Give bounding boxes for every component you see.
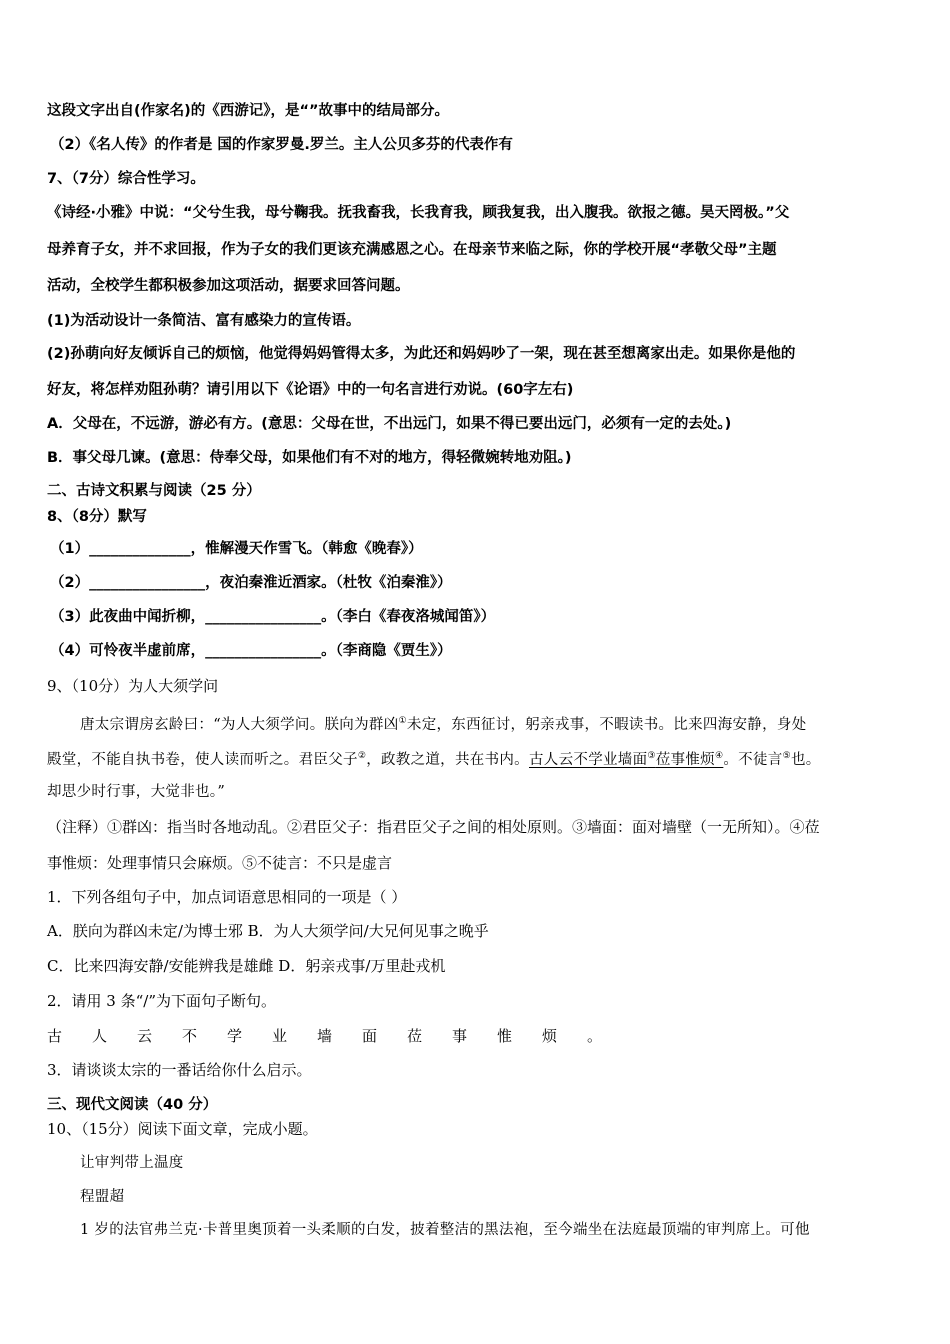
fill-blank-line: （1）______________，惟解漫天作雪飞。（韩愈《晚春》） xyxy=(50,541,423,557)
classical-text-line: 却思少时行事，大觉非也。” xyxy=(47,784,226,800)
question-heading: 8、（8分）默写 xyxy=(47,509,147,525)
text-line: （2）《名人传》的作者是 国的作家罗曼.罗兰。主人公贝多芬的代表作有 xyxy=(50,137,513,153)
section-heading: 二、古诗文积累与阅读（25 分） xyxy=(47,483,261,499)
article-text-line: 1 岁的法官弗兰克·卡普里奥顶着一头柔顺的白发，披着整洁的黑法袍，至今端坐在法庭最顶端的审判席上。可他 xyxy=(80,1222,810,1238)
text-line: (1)为活动设计一条简洁、富有感染力的宣传语。 xyxy=(47,313,361,329)
article-title: 让审判带上温度 xyxy=(80,1155,184,1171)
question-heading: 7、（7分）综合性学习。 xyxy=(47,171,205,187)
question-line: 2．请用 3 条“/”为下面句子断句。 xyxy=(47,992,277,1010)
text-line: 母养育子女，并不求回报，作为子女的我们更该充满感恩之心。在母亲节来临之际，你的学校开展“孝敬父母”主题 xyxy=(47,242,777,258)
classical-text-line: 唐太宗谓房玄龄曰：“为人大须学问。朕向为群凶①未定，东西征讨，躬亲戎事，不暇读书。比来四海安静，身处 xyxy=(80,716,807,733)
fill-blank-line: （3）此夜曲中闻折柳，________________。（李白《春夜洛城闻笛》） xyxy=(50,609,496,625)
text-line: 《诗经·小雅》中说：“父兮生我，母兮鞠我。抚我畜我，长我育我，顾我复我，出入腹我。欲报之德。昊天罔极。”父 xyxy=(47,205,790,221)
annotation-line: （注释）①群凶：指当时各地动乱。②君臣父子：指君臣父子之间的相处原则。③墙面：面对墙壁（一无所知）。④莅 xyxy=(47,818,820,836)
article-author: 程盟超 xyxy=(80,1189,125,1205)
classical-text-line: 殿堂，不能自执书卷，使人读而听之。君臣父子②，政教之道，共在书内。古人云不学业墙面③莅事惟烦④。不徒言⑤也。 xyxy=(47,751,821,768)
spaced-sentence: 古人云不学业墙面莅事惟烦。 xyxy=(47,1027,633,1045)
text-line: 活动，全校学生都积极参加这项活动，据要求回答问题。 xyxy=(47,278,410,294)
fill-blank-line: （2）________________，夜泊秦淮近酒家。（杜牧《泊秦淮》） xyxy=(50,575,452,591)
text-line: (2)孙萌向好友倾诉自己的烦恼，他觉得妈妈管得太多，为此还和妈妈吵了一架，现在甚至想离家出走。如果你是他的 xyxy=(47,346,796,362)
fill-blank-line: （4）可怜夜半虚前席，________________。（李商隐《贾生》） xyxy=(50,643,452,659)
annotation-line: 事惟烦：处理事情只会麻烦。⑤不徒言：不只是虚言 xyxy=(47,854,393,872)
question-line: 3．请谈谈太宗的一番话给你什么启示。 xyxy=(47,1061,312,1079)
question-heading: 9、（10分）为人大须学问 xyxy=(47,677,219,695)
text-line: 好友，将怎样劝阻孙萌？请引用以下《论语》中的一句名言进行劝说。(60字左右) xyxy=(47,382,574,398)
option-line: A．父母在，不远游，游必有方。(意思：父母在世，不出远门，如果不得已要出远门，必须有一定的去处。) xyxy=(47,416,732,432)
text-line: 这段文字出自(作家名)的《西游记》，是“”故事中的结局部分。 xyxy=(47,103,450,119)
question-line: 1．下列各组句子中，加点词语意思相同的一项是（ ） xyxy=(47,888,407,906)
section-heading: 三、现代文阅读（40 分） xyxy=(47,1097,218,1113)
underlined-sentence: 古人云不学业墙面③莅事惟烦④ xyxy=(529,751,724,768)
question-heading: 10、（15分）阅读下面文章，完成小题。 xyxy=(47,1120,318,1138)
option-line: C．比来四海安静/安能辨我是雄雌 D．躬亲戎事/万里赴戎机 xyxy=(47,957,446,975)
option-line: A．朕向为群凶未定/为博士邪 B．为人大须学问/大兄何见事之晚乎 xyxy=(47,922,489,940)
option-line: B．事父母几谏。(意思：侍奉父母，如果他们有不对的地方，得轻微婉转地劝阻。) xyxy=(47,450,572,466)
